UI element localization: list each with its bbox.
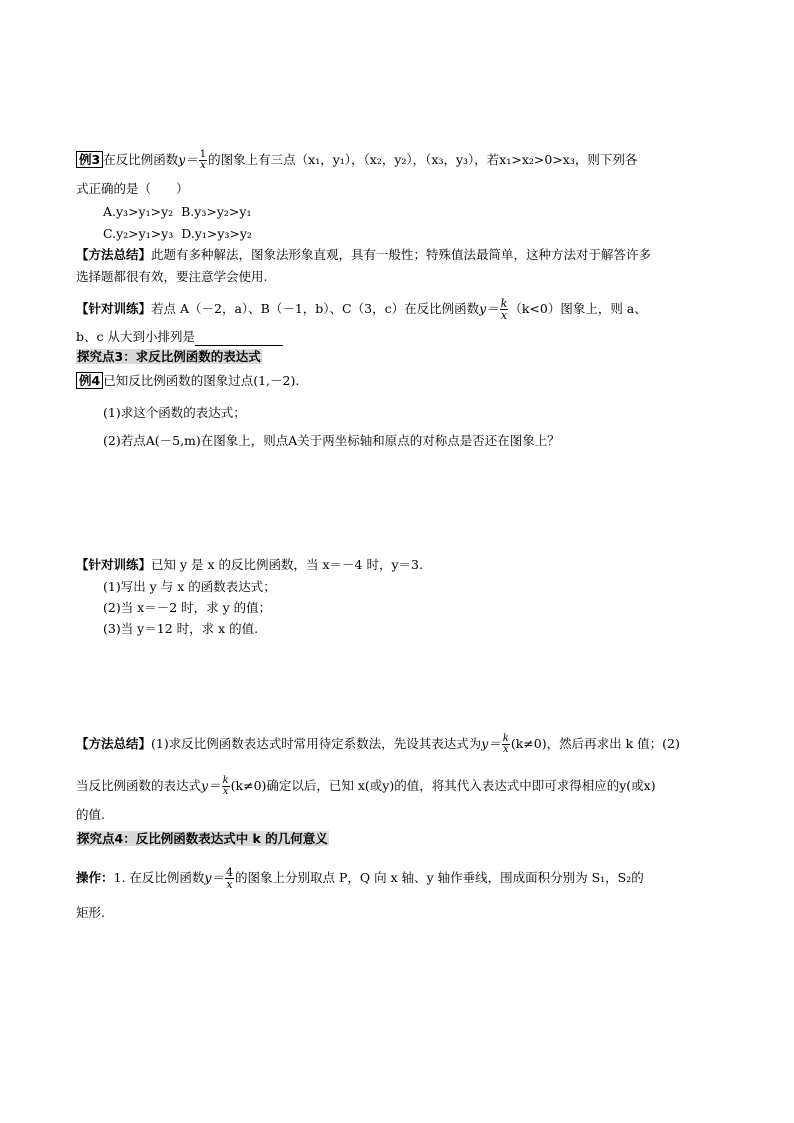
example-3-options-cd [103, 225, 252, 243]
example-3-options-ab [103, 203, 251, 221]
section-4-heading: 探究点4：反比例函数表达式中 k 的几何意义 [77, 831, 328, 846]
example-4-question-1: (1)求这个函数的表达式； [103, 405, 246, 420]
section-3-heading: 探究点3：求反比例函数的表达式 [77, 349, 261, 364]
method-summary-2-line-1: 【方法总结】(1)求反比例函数表达式时常用待定系数法，先设其表达式为y＝ $\frac{k}{x}$ (k≠0)，然后再求出 k 值；(2) [76, 733, 680, 755]
option-b: B.y₃>y₂>y₁ [181, 204, 252, 219]
option-d: D.y₁>y₃>y₂ [181, 226, 252, 241]
training-1-line-2: b、c 从大到小排列是 [76, 328, 283, 346]
answer-blank[interactable] [195, 333, 283, 346]
option-c: C.y₂>y₁>y₃ [103, 226, 174, 241]
training-1-line-1: 【针对训练】若点 A（－2，a）、B（－1，b）、C（3，c）在反比例函数y＝ $\frac{k}{x}$ （k<0）图象上，则 a、 [76, 297, 647, 322]
method-summary-1-tag: 【方法总结】 [76, 247, 152, 262]
training-2-question-2: (2)当 x＝－2 时，求 y 的值； [103, 600, 272, 615]
example-3-text-a: 在反比例函数 [103, 152, 179, 167]
example-4-line-1: 例4 已知反比例函数的图象过点(1,－2). [76, 372, 299, 390]
method-summary-2-line-3: 的值. [76, 807, 105, 822]
method-summary-1-line-2: 选择题都很有效，要注意学会使用. [76, 269, 268, 284]
operation-line-1: 操作：1. 在反比例函数y＝ $\frac{4}{x}$ 的图象上分别取点 P，Q 向 x 轴、y 轴作垂线，围成面积分别为 S₁，S₂的 [76, 866, 644, 891]
training-2-line-1: 【针对训练】已知 y 是 x 的反比例函数，当 x＝－4 时，y＝3. [76, 557, 423, 572]
example-3-line-2: 式正确的是（ ） [76, 181, 189, 196]
example-3-line-1 [76, 150, 637, 171]
example-3-tag: 例3 [76, 151, 103, 168]
method-summary-2-line-2: 当反比例函数的表达式y＝ $\frac{k}{x}$ (k≠0)确定以后，已知 x(或y)的值，将其代入表达式中即可求得相应的y(或x) [76, 775, 656, 797]
training-2-question-1: (1)写出 y 与 x 的函数表达式； [103, 579, 276, 594]
training-2-question-3: (3)当 y＝12 时，求 x 的值. [103, 621, 259, 636]
example-3-text-b: 的图象上有三点（x₁，y₁），（x₂，y₂），（x₃，y₃），若x₁>x₂>0>x₃，则下列各 [208, 152, 638, 167]
example-4-tag: 例4 [76, 372, 103, 389]
fraction-4-over-x: $\frac{4}{x}$ [225, 866, 233, 891]
fraction-k-over-x: $\frac{k}{x}$ [500, 297, 508, 322]
fraction-1-over-x: $\frac{1}{x}$ [199, 149, 207, 171]
fraction-k-over-x-3: $\frac{k}{x}$ [222, 775, 229, 797]
training-1-tag: 【针对训练】 [76, 301, 152, 316]
operation-tag: 操作： [76, 870, 114, 885]
method-summary-1-line-1: 【方法总结】此题有多种解法，图象法形象直观，具有一般性；特殊值法最简单，这种方法对于解答许多 [76, 247, 652, 262]
option-a: A.y₃>y₁>y₂ [103, 204, 174, 219]
operation-line-2: 矩形. [76, 905, 105, 920]
method-summary-2-tag: 【方法总结】 [76, 736, 152, 751]
math-y-eq: y＝ [178, 152, 198, 167]
fraction-k-over-x-2: $\frac{k}{x}$ [502, 733, 509, 755]
training-2-tag: 【针对训练】 [76, 557, 152, 572]
example-4-question-2: (2)若点A(－5,m)在图象上，则点A关于两坐标轴和原点的对称点是否还在图象上？ [103, 433, 560, 448]
